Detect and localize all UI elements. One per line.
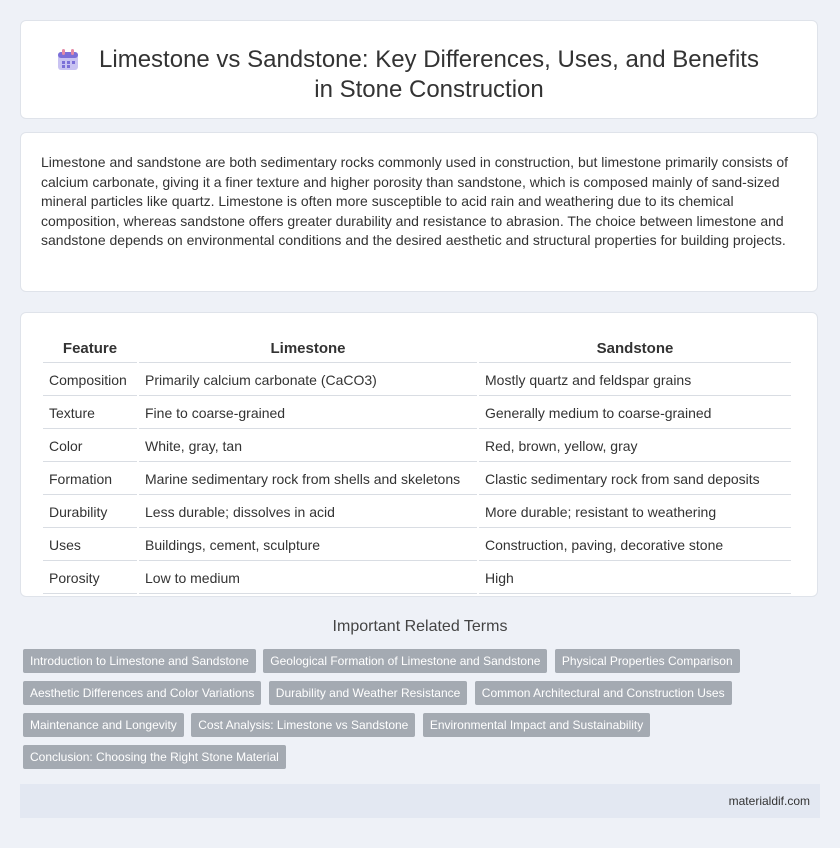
- related-term-tag[interactable]: Aesthetic Differences and Color Variations: [23, 681, 261, 705]
- table-cell: Clastic sedimentary rock from sand deposits: [479, 464, 791, 495]
- table-cell: Red, brown, yellow, gray: [479, 431, 791, 462]
- related-term-tag[interactable]: Maintenance and Longevity: [23, 713, 184, 737]
- table-cell: Primarily calcium carbonate (CaCO3): [139, 365, 477, 396]
- intro-card: [20, 132, 818, 292]
- related-term-tag[interactable]: Introduction to Limestone and Sandstone: [23, 649, 256, 673]
- table-cell: Construction, paving, decorative stone: [479, 530, 791, 561]
- header-limestone: Limestone: [139, 335, 477, 363]
- related-term-tag[interactable]: Cost Analysis: Limestone vs Sandstone: [191, 713, 415, 737]
- table-header-row: [43, 335, 791, 363]
- header-feature: Feature: [43, 335, 137, 363]
- related-term-tag[interactable]: Common Architectural and Construction Uses: [475, 681, 732, 705]
- related-term-tag[interactable]: Physical Properties Comparison: [555, 649, 740, 673]
- table-row: [43, 530, 791, 561]
- table-row: [43, 431, 791, 462]
- table-row: [43, 398, 791, 429]
- header-sandstone: Sandstone: [479, 335, 791, 363]
- page-title: Limestone vs Sandstone: Key Differences, Uses, and Benefits in Stone Construction: [99, 46, 759, 103]
- title-card: [20, 20, 818, 119]
- table-cell: Texture: [43, 398, 137, 429]
- table-row: [43, 563, 791, 594]
- table-cell: White, gray, tan: [139, 431, 477, 462]
- table-cell: Low to medium: [139, 563, 477, 594]
- related-term-tag[interactable]: Environmental Impact and Sustainability: [423, 713, 650, 737]
- table-cell: High: [479, 563, 791, 594]
- related-term-tag[interactable]: Durability and Weather Resistance: [269, 681, 468, 705]
- table-cell: Uses: [43, 530, 137, 561]
- table-cell: Less durable; dissolves in acid: [139, 497, 477, 528]
- table-cell: Fine to coarse-grained: [139, 398, 477, 429]
- table-cell: Generally medium to coarse-grained: [479, 398, 791, 429]
- related-terms-heading: Important Related Terms: [332, 618, 508, 635]
- table-cell: Porosity: [43, 563, 137, 594]
- related-terms-list: [23, 649, 803, 777]
- related-term-tag[interactable]: Conclusion: Choosing the Right Stone Material: [23, 745, 286, 769]
- footer-site-link[interactable]: materialdif.com: [728, 794, 810, 808]
- table-row: [43, 365, 791, 396]
- footer: [20, 784, 820, 818]
- related-term-tag[interactable]: Geological Formation of Limestone and Sandstone: [263, 649, 547, 673]
- intro-paragraph: Limestone and sandstone are both sedimentary rocks commonly used in construction, but limestone primarily consists of calcium carbonate, giving it a finer texture and higher porosity than sandstone, which is composed mainly of sand-sized mineral particles like quartz. Limestone is often more susceptible to acid rain and weathering due to its chemical composition, whereas sandstone offers greater durability and resistance to abrasion. The choice between limestone and sandstone depends on environmental conditions and the desired aesthetic and structural properties for building projects.: [41, 154, 789, 248]
- comparison-table-card: [20, 312, 818, 597]
- table-cell: Buildings, cement, sculpture: [139, 530, 477, 561]
- table-cell: Durability: [43, 497, 137, 528]
- table-cell: Color: [43, 431, 137, 462]
- table-cell: Marine sedimentary rock from shells and skeletons: [139, 464, 477, 495]
- table-row: [43, 497, 791, 528]
- comparison-table: [41, 333, 793, 596]
- table-row: [43, 464, 791, 495]
- table-cell: Formation: [43, 464, 137, 495]
- table-cell: Mostly quartz and feldspar grains: [479, 365, 791, 396]
- table-cell: Composition: [43, 365, 137, 396]
- table-cell: More durable; resistant to weathering: [479, 497, 791, 528]
